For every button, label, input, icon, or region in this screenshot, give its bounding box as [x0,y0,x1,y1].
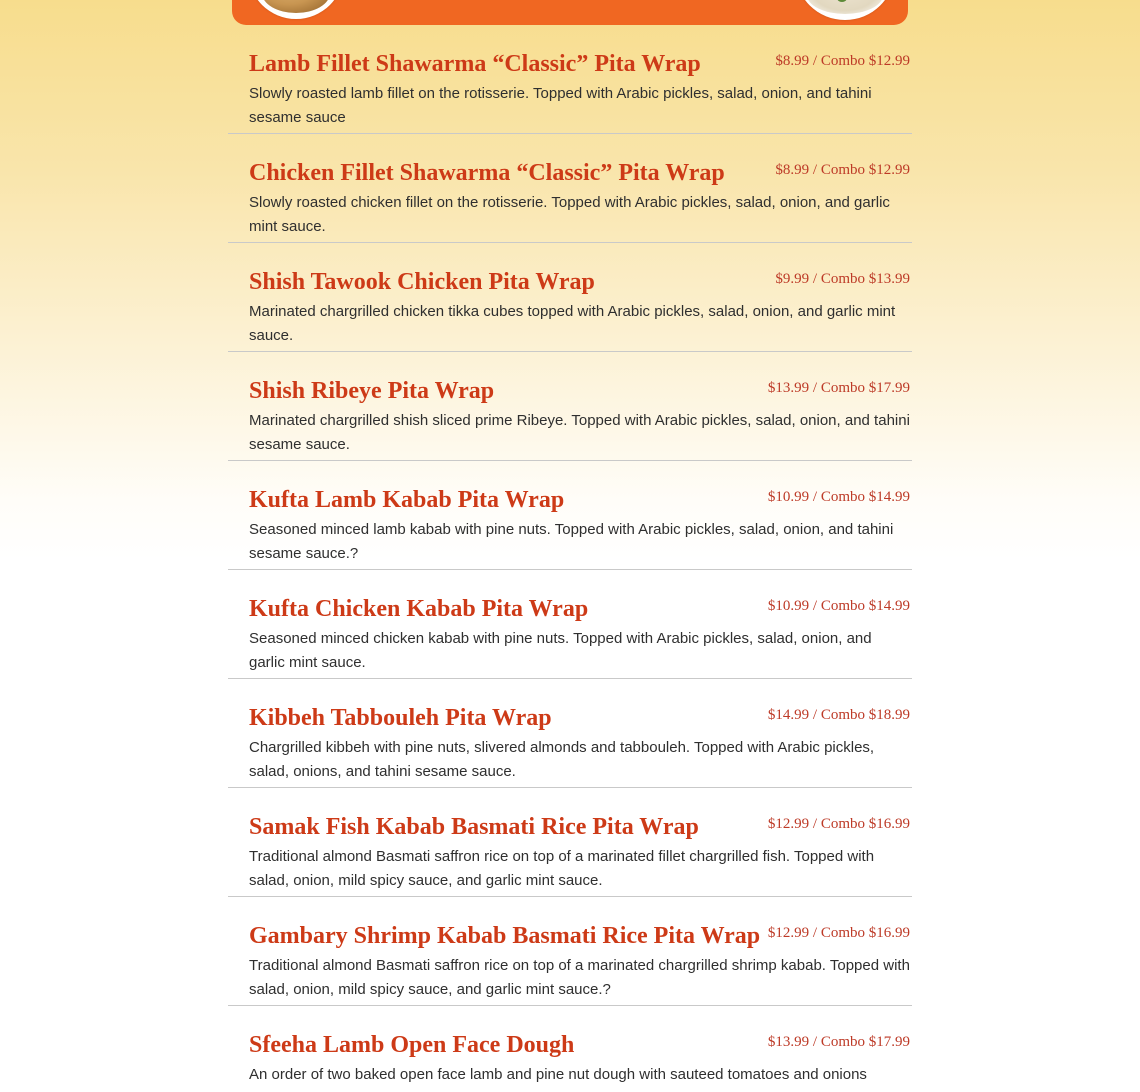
menu-item [228,679,912,788]
menu-item-description: Slowly roasted lamb fillet on the rotisserie. Topped with Arabic pickles, salad, onion, and tahini sesame sauce [249,85,872,126]
menu-item-description: Traditional almond Basmati saffron rice on top of a marinated chargrilled shrimp kabab. Topped with salad, onion, mild spicy sauce, and garlic mint sauce.? [249,957,910,998]
salad-kabab-food-icon [807,0,883,14]
menu-item [228,788,912,897]
menu-item-header [249,50,910,79]
menu-item-header [249,1031,910,1060]
menu-item-description: Slowly roasted chicken fillet on the rotisserie. Topped with Arabic pickles, salad, onion, and garlic mint sauce. [249,194,890,235]
menu-item-description: An order of two baked open face lamb and pine nut dough with sauteed tomatoes and onions [249,1066,867,1083]
menu-item-header [249,159,910,188]
menu-item-price: $8.99 / Combo $12.99 [775,162,910,178]
menu-item-title: Kufta Lamb Kabab Pita Wrap [249,487,565,513]
menu-item-header [249,377,910,406]
menu-item-description: Marinated chargrilled shish sliced prime Ribeye. Topped with Arabic pickles, salad, onion, and tahini sesame sauce. [249,412,910,453]
menu-item-price: $10.99 / Combo $14.99 [767,598,910,614]
menu-item [228,461,912,570]
menu-item-description: Traditional almond Basmati saffron rice on top of a marinated fillet chargrilled fish. Topped with salad, onion, mild spicy sauce, and garlic mint sauce. [249,848,875,889]
menu-item [228,1006,912,1090]
menu-item-header [249,486,910,515]
salad-kabab-plate-photo [795,0,895,20]
menu-item-price: $12.99 / Combo $16.99 [767,925,910,941]
menu-item-price: $13.99 / Combo $17.99 [767,1034,910,1050]
menu-item-price: $9.99 / Combo $13.99 [775,271,910,287]
menu-item [228,352,912,461]
menu-item-description: Seasoned minced lamb kabab with pine nuts. Topped with Arabic pickles, salad, onion, and tahini sesame sauce.? [249,521,894,562]
menu-item-header [249,595,910,624]
shawarma-plate-photo [248,0,344,19]
shawarma-food-icon [262,0,330,13]
header-banner-image [232,0,908,25]
menu-item [228,570,912,679]
menu-item [228,897,912,1006]
menu-item-header [249,268,910,297]
menu-page-content [228,0,912,1090]
menu-item [228,134,912,243]
menu-item-header [249,922,910,951]
menu-item-title: Chicken Fillet Shawarma “Classic” Pita Wrap [249,160,725,186]
menu-item-description: Seasoned minced chicken kabab with pine nuts. Topped with Arabic pickles, salad, onion, and garlic mint sauce. [249,630,872,671]
menu-item-title: Lamb Fillet Shawarma “Classic” Pita Wrap [249,51,701,77]
menu-item-header [249,704,910,733]
menu-item-price: $13.99 / Combo $17.99 [767,380,910,396]
menu-list [228,25,912,1090]
menu-item-price: $14.99 / Combo $18.99 [767,707,910,723]
menu-item-title: Kufta Chicken Kabab Pita Wrap [249,596,589,622]
menu-item-title: Sfeeha Lamb Open Face Dough [249,1032,575,1058]
menu-item-header [249,813,910,842]
menu-item-price: $12.99 / Combo $16.99 [767,816,910,832]
menu-item-description: Chargrilled kibbeh with pine nuts, slivered almonds and tabbouleh. Topped with Arabic pickles, salad, onions, and tahini sesame sauce. [249,739,875,780]
menu-item [228,243,912,352]
menu-item-description: Marinated chargrilled chicken tikka cubes topped with Arabic pickles, salad, onion, and garlic mint sauce. [249,303,896,344]
menu-item [228,25,912,134]
menu-item-price: $8.99 / Combo $12.99 [775,53,910,69]
menu-item-title: Gambary Shrimp Kabab Basmati Rice Pita Wrap [249,923,761,949]
menu-item-title: Shish Tawook Chicken Pita Wrap [249,269,595,295]
menu-item-title: Kibbeh Tabbouleh Pita Wrap [249,705,552,731]
menu-item-price: $10.99 / Combo $14.99 [767,489,910,505]
menu-item-title: Samak Fish Kabab Basmati Rice Pita Wrap [249,814,699,840]
menu-item-title: Shish Ribeye Pita Wrap [249,378,495,404]
